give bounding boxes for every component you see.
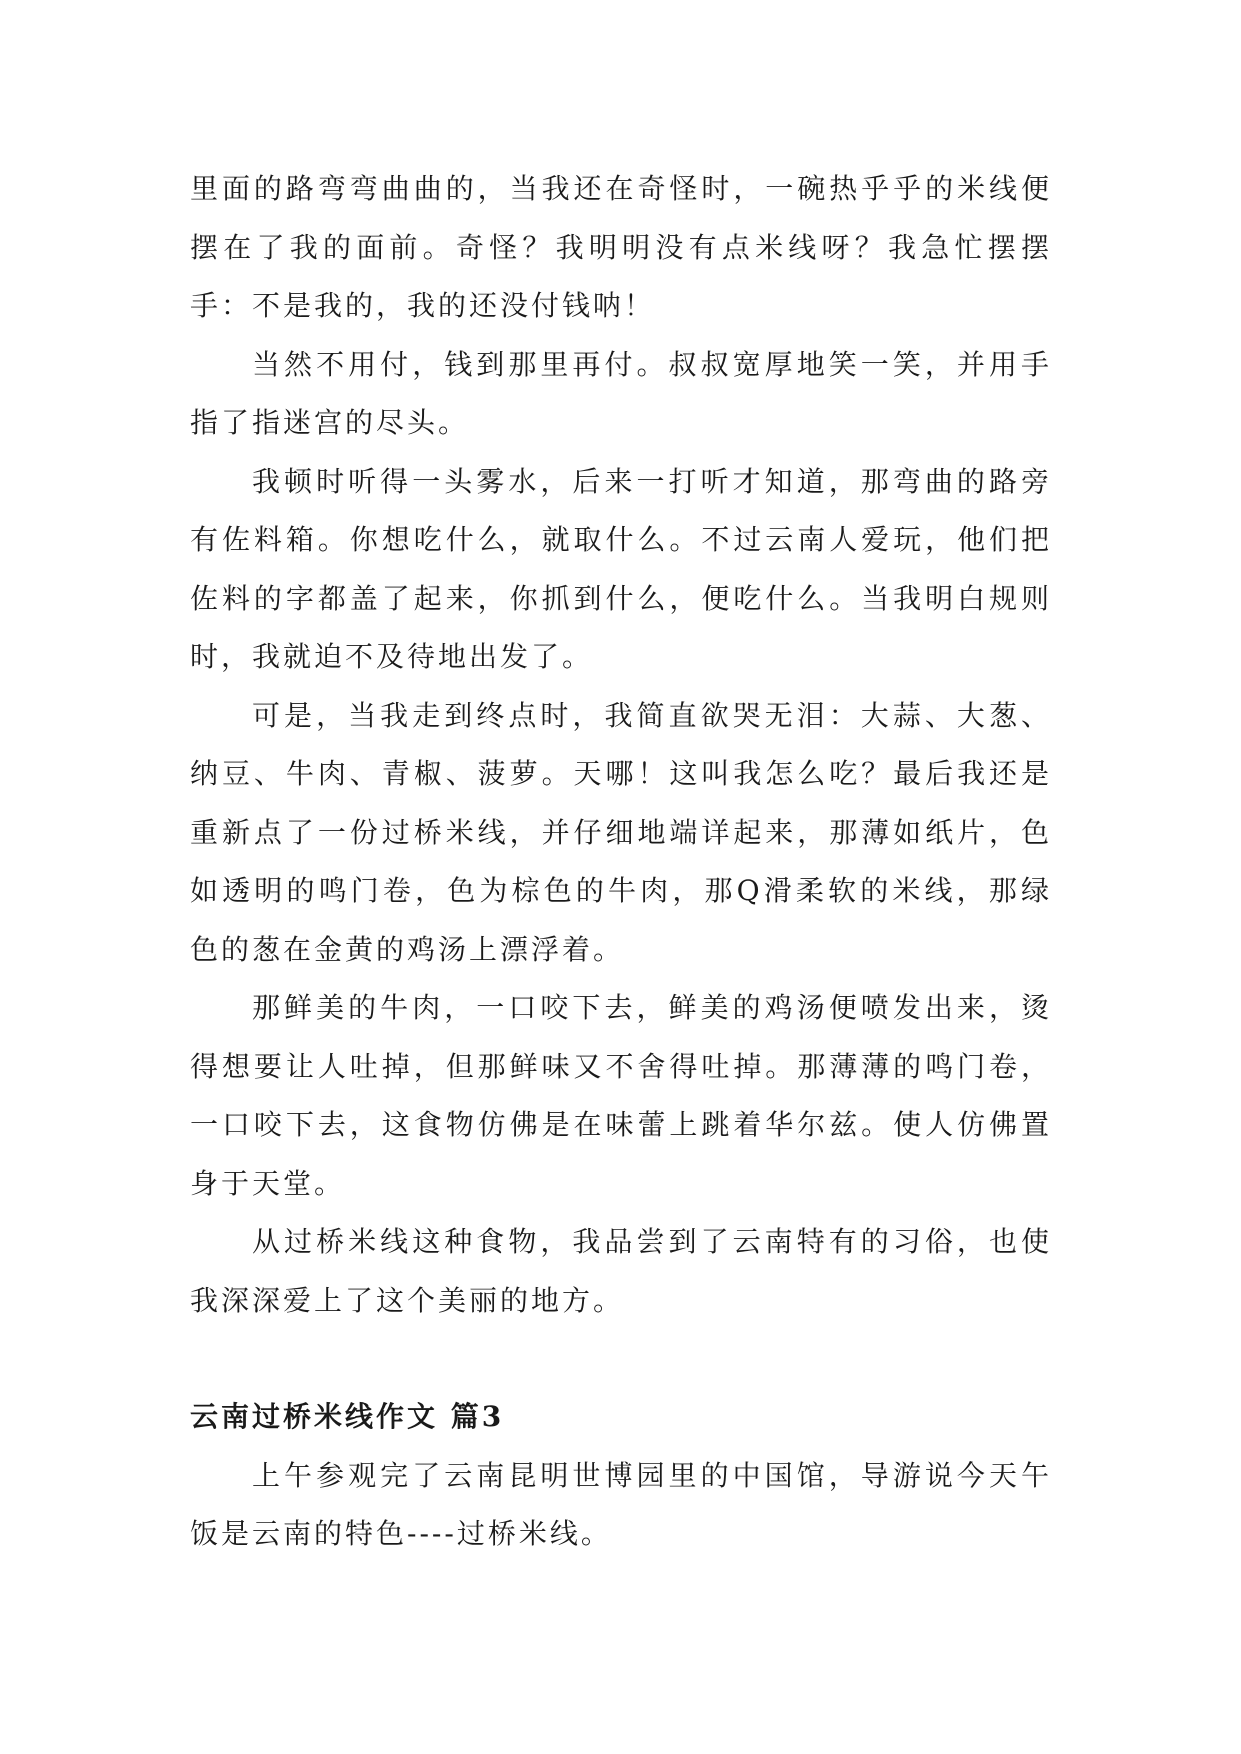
paragraph-7: 上午参观完了云南昆明世博园里的中国馆，导游说今天午饭是云南的特色----过桥米线。 [190, 1458, 1052, 1550]
paragraph-5: 那鲜美的牛肉，一口咬下去，鲜美的鸡汤便喷发出来，烫得想要让人吐掉，但那鲜味又不舍得吐掉。那薄薄的鸣门卷，一口咬下去，这食物仿佛是在味蕾上跳着华尔兹。使人仿佛置身于天堂。 [190, 991, 1052, 1200]
document-body [190, 160, 1052, 1564]
paragraph-6: 从过桥米线这种食物，我品尝到了云南特有的习俗，也使我深深爱上了这个美丽的地方。 [190, 1225, 1052, 1317]
paragraph-3: 我顿时听得一头雾水，后来一打听才知道，那弯曲的路旁有佐料箱。你想吃什么，就取什么。不过云南人爱玩，他们把佐料的字都盖了起来，你抓到什么，便吃什么。当我明白规则时，我就迫不及待地出发了。 [190, 464, 1052, 673]
paragraph-4: 可是，当我走到终点时，我简直欲哭无泪：大蒜、大葱、纳豆、牛肉、青椒、菠萝。天哪！这叫我怎么吃？最后我还是重新点了一份过桥米线，并仔细地端详起来，那薄如纸片，色如透明的鸣门卷，色为棕色的牛肉，那Q滑柔软的米线，那绿色的葱在金黄的鸡汤上漂浮着。 [190, 698, 1052, 966]
paragraph-1: 里面的路弯弯曲曲的，当我还在奇怪时，一碗热乎乎的米线便摆在了我的面前。奇怪？我明明没有点米线呀？我急忙摆摆手：不是我的，我的还没付钱呐！ [190, 172, 1052, 322]
section-heading: 云南过桥米线作文 篇3 [190, 1400, 505, 1433]
paragraph-2: 当然不用付，钱到那里再付。叔叔宽厚地笑一笑，并用手指了指迷宫的尽头。 [190, 347, 1052, 439]
